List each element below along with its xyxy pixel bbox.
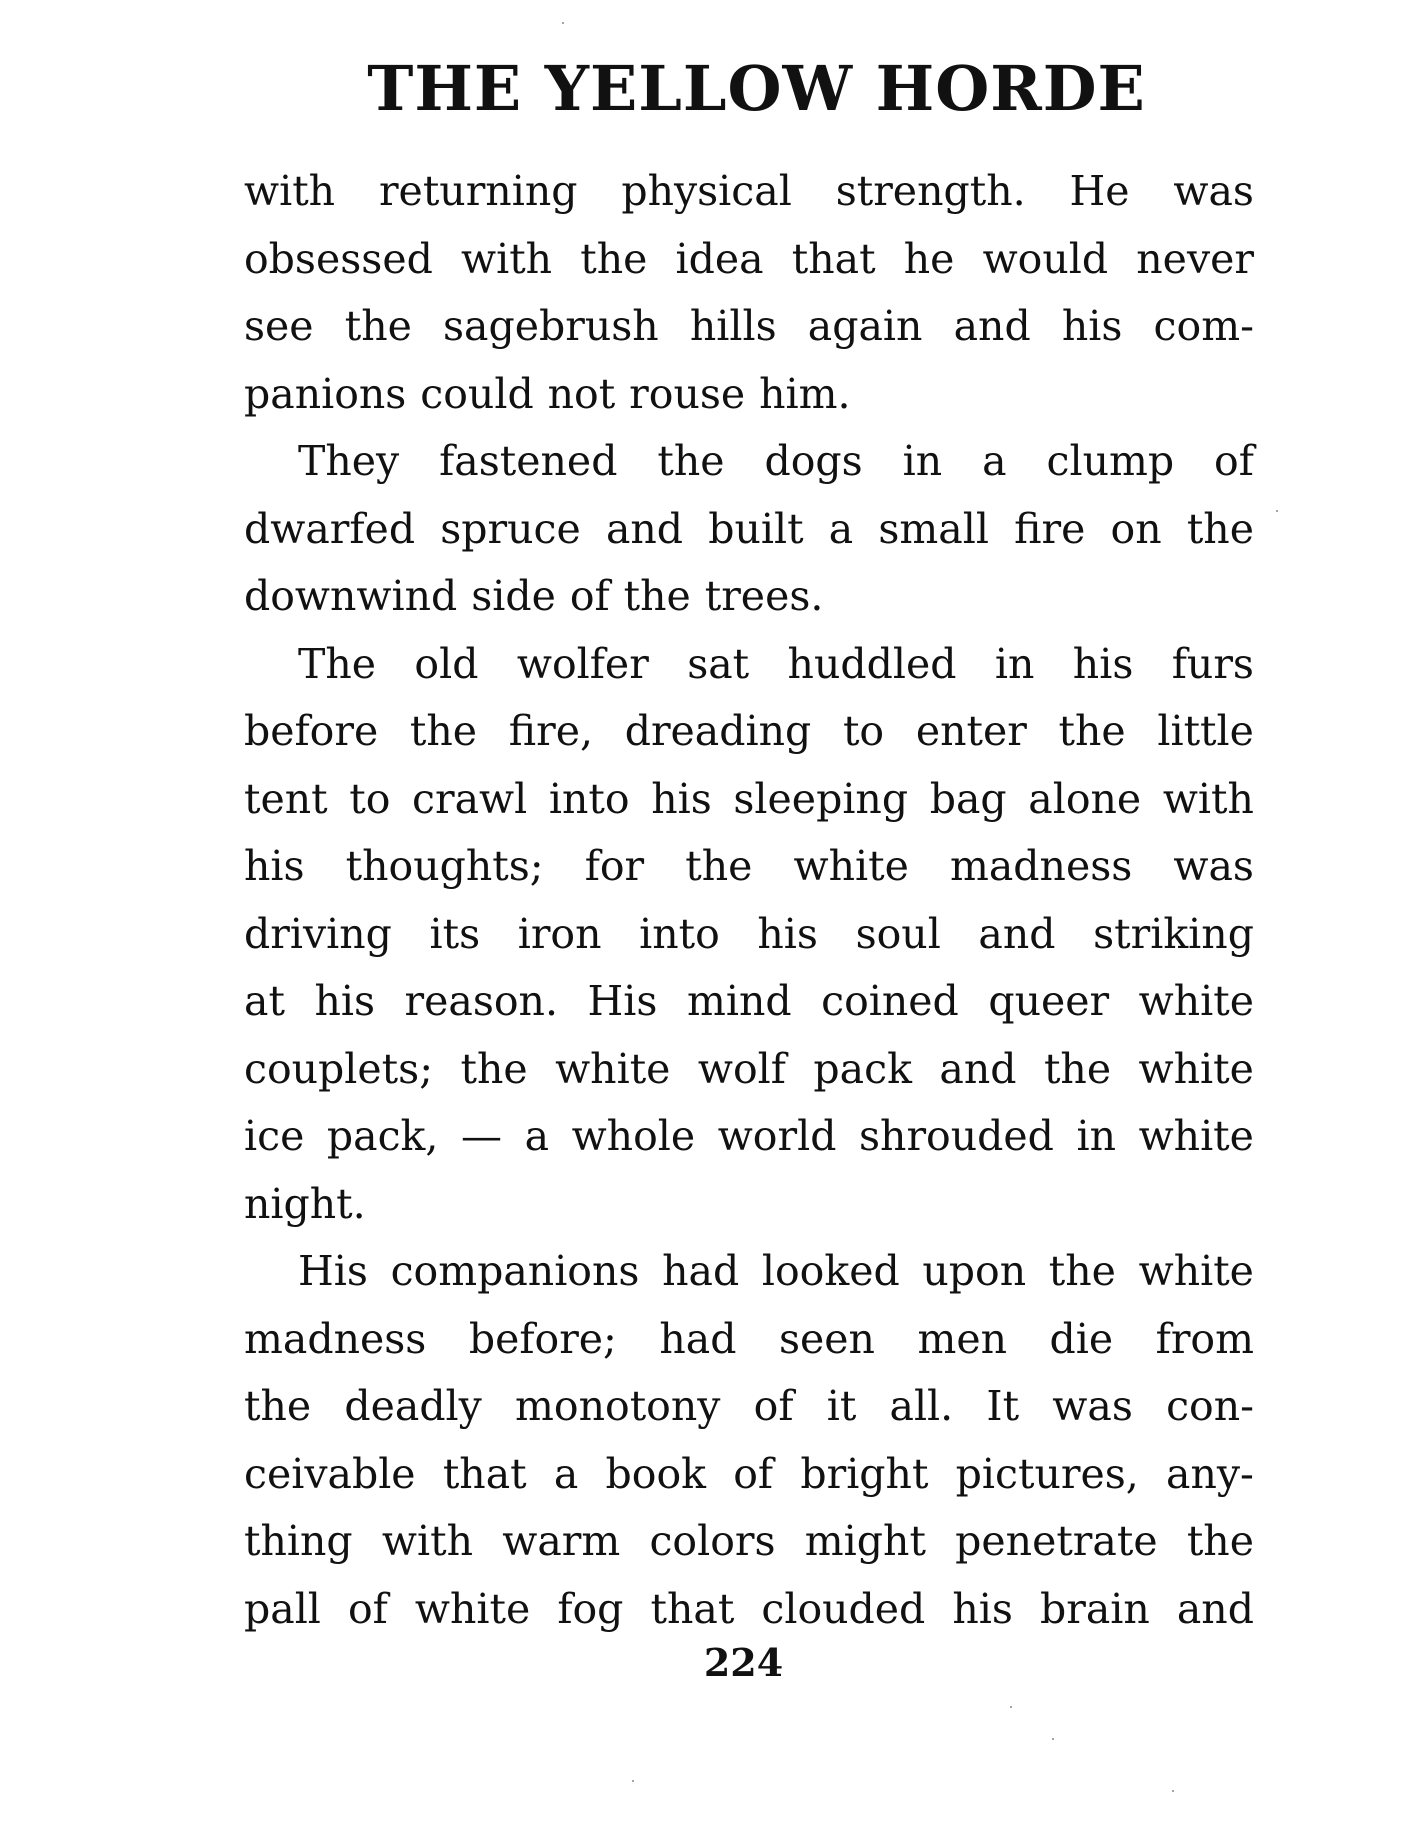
text-line: night. — [244, 1179, 366, 1228]
paragraph — [244, 158, 1254, 428]
text-line: madness before; had seen men die from — [244, 1314, 1254, 1363]
text-line: dwarfed spruce and built a small fire on the — [244, 504, 1254, 553]
scan-speck — [1172, 1790, 1174, 1792]
text-line: panions could not rouse him. — [244, 369, 851, 418]
page-number: 224 — [703, 1640, 784, 1685]
text-line: ice pack, — a whole world shrouded in white — [244, 1112, 1254, 1160]
text-line: They fastened the dogs in a clump of — [298, 437, 1254, 485]
text-line: downwind side of the trees. — [244, 572, 824, 620]
text-line: The old wolfer sat huddled in his furs — [298, 639, 1254, 688]
text-line: see the sagebrush hills again and his com- — [244, 302, 1254, 350]
scan-speck — [562, 22, 564, 24]
paragraph — [244, 428, 1254, 631]
text-line: tent to crawl into his sleeping bag alone with — [244, 774, 1254, 823]
text-line: at his reason. His mind coined queer white — [244, 977, 1254, 1025]
text-line: obsessed with the idea that he would never — [244, 234, 1254, 283]
text-line: ceivable that a book of bright pictures, any- — [244, 1449, 1254, 1498]
scan-speck — [1010, 1706, 1012, 1708]
text-line: His companions had looked upon the white — [298, 1247, 1254, 1295]
text-line: pall of white fog that clouded his brain and — [244, 1584, 1254, 1633]
scan-speck — [1276, 510, 1278, 512]
text-line: his thoughts; for the white madness was — [244, 842, 1254, 890]
running-head: THE YELLOW HORDE — [367, 52, 1146, 125]
paragraph — [244, 1238, 1254, 1643]
text-line: with returning physical strength. He was — [244, 167, 1254, 215]
scan-speck — [632, 1780, 634, 1782]
text-line: the deadly monotony of it all. It was con- — [244, 1382, 1254, 1430]
body-text — [244, 158, 1254, 1643]
text-line: couplets; the white wolf pack and the white — [244, 1044, 1254, 1093]
text-line: driving its iron into his soul and striking — [244, 909, 1254, 958]
text-line: thing with warm colors might penetrate the — [244, 1517, 1254, 1565]
scan-speck — [1052, 1738, 1054, 1740]
paragraph — [244, 631, 1254, 1239]
text-line: before the fire, dreading to enter the little — [244, 707, 1254, 755]
